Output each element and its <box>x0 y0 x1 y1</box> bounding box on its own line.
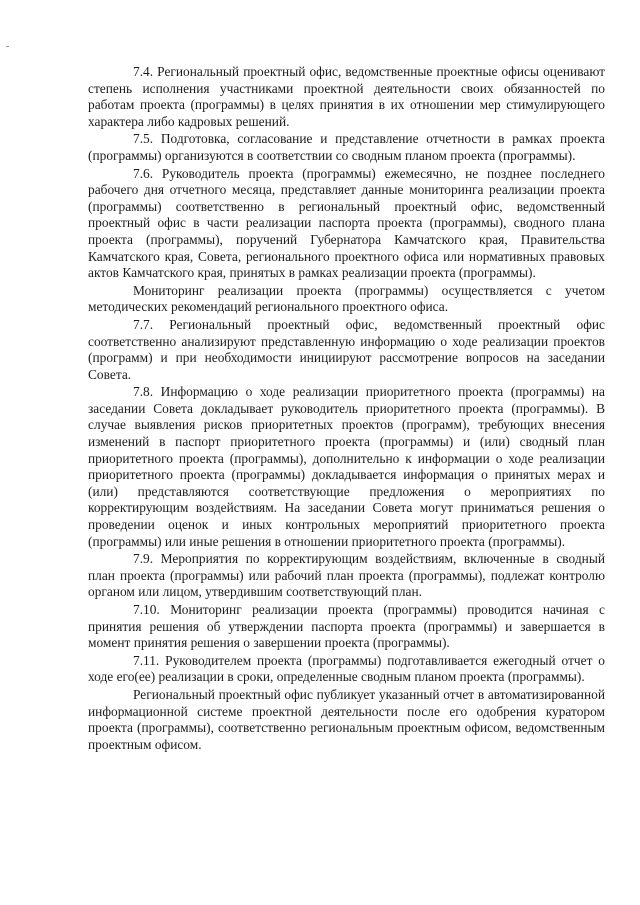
paragraph-7-8: 7.8. Информацию о ходе реализации приоритетного проекта (программы) на заседании Совета докладывает руководитель приоритетного проекта (программы). В случае выявления рисков приоритетных проектов (программ), требующих внесения изменений в паспорт приоритетного проекта (программы) и (или) сводный план приоритетного проекта (программы), дополнительно к информации о ходе реализации приоритетного проекта (программы) докладывается информация о принятых мерах и (или) представляются соответствующие предложения о мероприятиях по корректирующим воздействиям. На заседании Совета могут приниматься решения о проведении оценок и иных контрольных мероприятий приоритетного проекта (программы) или иные решения в отношении приоритетного проекта (программы). <box>88 384 605 549</box>
paragraph-monitoring: Мониторинг реализации проекта (программы) осуществляется с учетом методических рекомендаций регионального проектного офиса. <box>88 282 605 315</box>
scan-mark <box>6 46 9 47</box>
paragraph-7-11: 7.11. Руководителем проекта (программы) подготавливается ежегодный отчет о ходе его(ее) реализации в сроки, определенные сводным планом проекта (программы). <box>88 652 605 685</box>
paragraph-7-7: 7.7. Региональный проектный офис, ведомственный проектный офис соответственно анализируют представленную информацию о ходе реализации проектов (программ) и при необходимости инициируют рассмотрение вопросов на заседании Совета. <box>88 316 605 382</box>
document-page <box>88 64 605 753</box>
paragraph-7-9: 7.9. Мероприятия по корректирующим воздействиям, включенные в сводный план проекта (программы) или рабочий план проекта (программы), подлежат контролю органом или лицом, утвердившим соответствующий план. <box>88 551 605 600</box>
paragraph-7-4: 7.4. Региональный проектный офис, ведомственные проектные офисы оценивают степень исполнения участниками проектной деятельности своих обязанностей по работам проекта (программы) в целях принятия в их отношении мер стимулирующего характера либо кадровых решений. <box>88 64 605 129</box>
paragraph-7-6: 7.6. Руководитель проекта (программы) ежемесячно, не позднее последнего рабочего дня отчетного месяца, представляет данные мониторинга реализации проекта (программы) соответственно в региональный проектный офис, ведомственный проектный офис в части реализации паспорта проекта (программы), сводного плана проекта (программы), поручений Губернатора Камчатского края, Правительства Камчатского края, Совета, регионального проектного офиса или нормативных правовых актов Камчатского края, принятых в рамках реализации проекта (программы). <box>88 165 605 281</box>
paragraph-7-5: 7.5. Подготовка, согласование и представление отчетности в рамках проекта (программы) организуются в соответствии со сводным планом проекта (программы). <box>88 131 605 163</box>
paragraph-report-publication: Региональный проектный офис публикует указанный отчет в автоматизированной информационной системе проектной деятельности после его одобрения куратором проекта (программы), соответственно региональным проектным офисом, ведомственным проектным офисом. <box>88 686 605 752</box>
paragraph-7-10: 7.10. Мониторинг реализации проекта (программы) проводится начиная с принятия решения об утверждении паспорта проекта (программы) и завершается в момент принятия решения о завершении проекта (программы). <box>88 602 605 651</box>
